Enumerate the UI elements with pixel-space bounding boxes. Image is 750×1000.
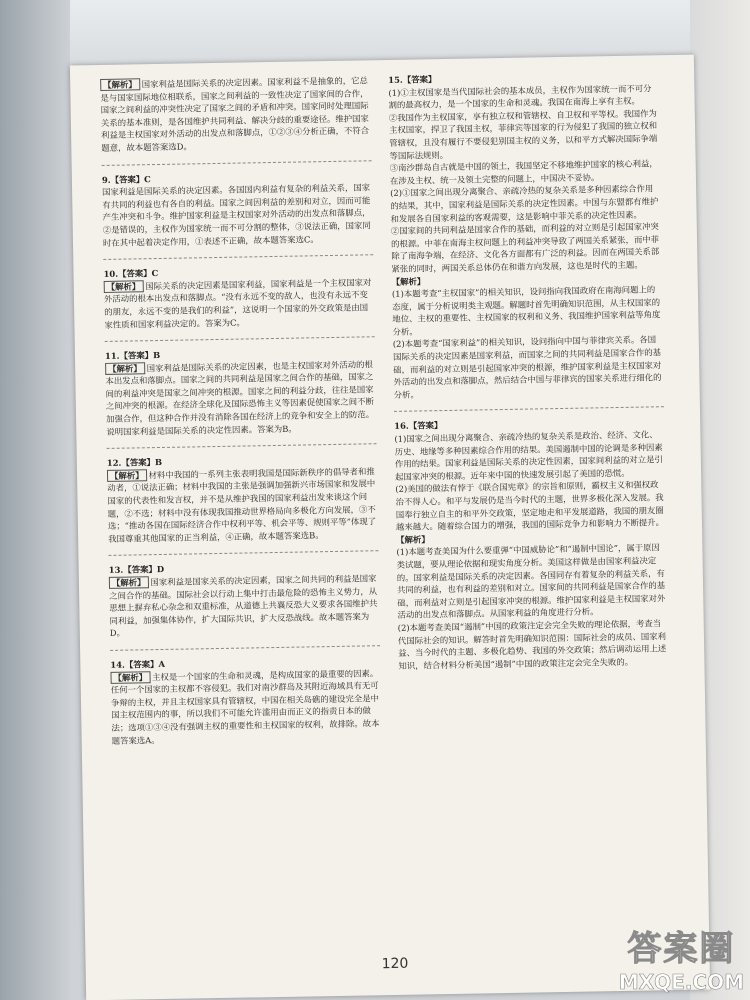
answer-label: 【答案】: [408, 420, 443, 432]
analysis-text: 国家利益是国际关系的决定因素。国家利益不是抽象的，它总是与国家国际地位相联系，国家之间利益的一致性决定了国家间的合作，国家之间利益的冲突性决定了国家之间的矛盾和冲突。国家同时处理国际关系的基本准则，是各国维护共同利益、解决分歧的重要途径。维护国家利益是主权国家对外活动的出发点和落脚点，①②③④分析正确，不符合题意，故本题答案选D。: [100, 75, 370, 153]
analysis-paragraph: [104, 276, 375, 331]
answer-value: D: [156, 564, 165, 575]
answer-value: B: [152, 350, 161, 361]
left-column: [100, 74, 382, 757]
question-item: [105, 345, 376, 438]
question-number: 13.: [108, 565, 124, 576]
question-number: 16.: [394, 421, 409, 432]
answer-paragraph: ②国家间的共同利益是国家合作的基础，而利益的对立则是引起国家冲突的根源。中菲在南海主权问题上的利益冲突导致了两国关系紧张，而中菲除了南海争端，在经济、文化各方面都有广泛的利益。因而在两国关系部紧张的同时，两国关系总体仍在和谐方向发展，这也是时代的主题。: [390, 221, 660, 274]
answer-label: 【答案】: [118, 268, 152, 279]
question-number: 11.: [104, 350, 120, 362]
watermark-main-text: 答案圈: [627, 929, 736, 969]
answer-paragraph: (1)①主权国家是当代国际社会的基本成员，主权作为国家统一而不可分割的最高权力，是一个国家的生命和灵魂。我国在南海上享有主权。: [388, 82, 652, 111]
analysis-label: 【解析】: [107, 469, 147, 482]
section-divider: [102, 160, 372, 166]
question-item: [394, 416, 668, 673]
question-number: 14.: [110, 659, 126, 670]
watermark-logo: [619, 921, 744, 994]
question-number: 9.: [101, 174, 111, 185]
analysis-paragraph: [107, 465, 378, 545]
right-column: [388, 69, 669, 682]
question-item: [109, 560, 380, 640]
analysis-label: 【解析】: [104, 280, 144, 293]
answer-label: 【答案】: [402, 74, 437, 85]
analysis-text: 国家利益是国家关系的决定因素，国家之间共同的利益是国家之间合作的基础。国际社会以行动上集中打击最危险的恐怖主义势力，从思想上摒弃私心杂念和双重标准，从道德上共襄反恐大义要求各国维护共同利益，加强集体协作，扩大国际共识，扩大反恐战线。故本题答案为D。: [109, 573, 378, 639]
analysis-paragraph: (1)本题考查“主权国家”的相关知识，设问指向我国政府在南海问题上的态度，属于分析说明类主观题。解题时首先明确知识范围，从主权国家的地位、主权的重要性、主权国家的权利和义务、我国维护国家利益等角度分析。: [391, 284, 661, 337]
answer-label: 【答案】: [124, 659, 159, 670]
page-number: 120: [381, 955, 409, 973]
analysis-label: 【解析】: [396, 534, 430, 545]
analysis-text: 国家利益是国际关系的决定因素。各国国内利益有复杂的利益关系，国家有共同的利益也有各自的利益。国家之间因利益的差别和对立，因而可能产生冲突和斗争。维护国家利益是主权国家对外活动的出发点和落脚点，②是错误的，主权作为国家统一而不可分割的整体，③说法正确，国家同时在其中起着决定作用，①表述不正确，故本题答案选C。: [102, 182, 371, 248]
answer-label: 【答案】: [119, 350, 154, 361]
answer-paragraph: (2)美国的做法有悖于《联合国宪章》的宗旨和原则，霸权主义和强权政治不得人心。和平与发展仍是当今时代的主题，世界多极化深入发展。我国奉行独立自主的和平外交政策，坚定地走和平发展道路，我国的朋友圈越来越大。随着综合国力的增强，我国的国际竞争力和影响力不断提升。: [395, 479, 665, 533]
answer-value: B: [154, 457, 163, 468]
answer-value: C: [144, 173, 151, 184]
analysis-text: 主权是一个国家的生命和灵魂，是构成国家的最重要的因素。任何一个国家的主权都不容侵犯。我们对南沙群岛及其附近海域具有无可争辩的主权，并且主权国家具有管辖权，中国在相关岛礁的建设完全是中国主权范围内的事，所以我们不可能允许滥用由而正义的指责日本的做法；选项①③④没有强调主权的重要性和主权国家的权利，故排除。故本题答案选A。: [110, 667, 380, 746]
section-divider: [103, 254, 373, 260]
analysis-paragraph: [102, 181, 373, 249]
question-item: [100, 74, 371, 154]
analysis-paragraph: (2)本题考查美国“遏制”中国的政策注定会完全失败的理论依据，考查当代国际社会的知识。解答时首先明确知识范围：国际社会的成员、国家利益、当今时代的主题、多极化趋势、我国的外交政策；然后调动运用上述知识，结合材料分析美国“遏制”中国的政策注定会完全失败的。: [397, 618, 667, 671]
analysis-paragraph: (2)本题考查“国家利益”的相关知识，设问指向中国与菲律宾关系。各国国际关系的决定因素是国家利益，而国家之间的共同利益是国家合作的基础，而利益的对立则是引起国家冲突的根源，维护国家利益是主权国家对外活动的出发点和落脚点，然后结合中国与菲律宾的国家关系进行细化的分析。: [392, 334, 662, 400]
analysis-paragraph: (1)本题考查美国为什么要重弹“中国威胁论”和“遏制中国论”，属于原因类试题，要从理论依据和现实角度分析。美国这样做是由国家利益决定的。国家利益是国际关系的决定因素。各国同存有着复杂的利益关系，有共同的利益，也有利益的差别和对立。国家间的共同利益是国家合作的基础，而利益对立则是引起国家冲突的根源。维护国家利益是主权国家对外活动的出发点和落脚点。从国家利益的角度进行分析。: [396, 542, 666, 621]
analysis-paragraph: [100, 74, 371, 154]
question-number: 15.: [388, 74, 403, 85]
question-item: [102, 169, 373, 249]
answer-label: 【答案】: [110, 173, 145, 185]
question-item: [107, 452, 378, 545]
analysis-label: 【解析】: [391, 275, 426, 287]
analysis-label: 【解析】: [100, 78, 140, 91]
section-divider: [394, 407, 664, 413]
background-left-edge: [0, 0, 70, 1000]
analysis-label: 【解析】: [109, 576, 149, 589]
answer-label: 【答案】: [121, 457, 155, 468]
analysis-label: 【解析】: [105, 362, 145, 375]
answer-value: A: [158, 658, 166, 670]
analysis-text: 材料中我国的一系列主张表明我国是国际新秩序的倡导者和推动者，①说法正确；材料中我国的主张是强调加强新兴市场国家和发展中国家的代表性和发言权，并不是从维护我国的国家利益出发来谈这个问题，②不选；材料中没有体现我国推动世界格局向多极化方向发展，③不选；“推动各国在国际经济合作中权利平等、机会平等、规则平等”体现了我国尊重其他国家的正当利益，④正确，故本题答案选B。: [107, 466, 377, 544]
answer-paragraph: (2)①国家之间出现分离聚合、亲疏冷热的复杂关系是多种因素综合作用的结果，其中，国家利益是国际关系的决定性因素。中国与东盟都有维护和发展各自国家利益的客观需要，这是影响中菲关系的决定性因素。: [390, 183, 659, 224]
document-page: [70, 55, 710, 1000]
analysis-text: 国家利益是国际关系的决定因素，也是主权国家对外活动的根本出发点和落脚点。国家之间的共同利益是国家之间合作的基础，国家之间的利益冲突是国家之间冲突的根源。国家之间的利益分歧，往往是国家之间冲突的根源。在经济全球化及国际恐怖主义等因素促使国家之间不断加强合作，但这种合作并没有消除各国在经济上的竞争和安全上的防范。说明国家利益是国际关系的决定性因素。答案为B。: [105, 358, 375, 437]
section-divider: [107, 443, 377, 449]
analysis-label: 【解析】: [110, 671, 150, 684]
analysis-paragraph: [109, 572, 380, 640]
answer-paragraph: ③南沙群岛自古就是中国的领土，我国坚定不移地维护国家的核心利益，在涉及主权、统一及领土完整的问题上，中国决不妥协。: [389, 158, 658, 186]
section-divider: [110, 645, 380, 651]
answer-paragraph: ②我国作为主权国家，享有独立权和管辖权、自卫权和平等权。我国作为主权国家，捍卫了我国主权，菲律宾等国家的行为侵犯了我国的独立权和管辖权，且没有履行不要侵犯别国主权的义务，以和平方式解决国际争端等国际法规则。: [388, 108, 658, 161]
analysis-paragraph: [110, 667, 381, 747]
analysis-text: 国际关系的决定因素是国家利益，国家利益是一个主权国家对外活动的根本出发点和落脚点。“没有永远不变的敌人，也没有永远不变的朋友，永远不变的是我们的利益”，这说明一个国家的外交政策是由国家性质和国家利益决定的。答案为C。: [103, 277, 372, 330]
section-divider: [105, 336, 375, 342]
watermark-url-text: MXQE.COM: [618, 970, 744, 994]
question-item: [103, 263, 374, 331]
answer-value: C: [151, 268, 159, 279]
question-item: [388, 69, 664, 401]
question-number: 12.: [106, 457, 122, 469]
analysis-paragraph: [105, 358, 376, 438]
section-divider: [108, 551, 378, 557]
question-number: 10.: [103, 268, 119, 280]
answer-paragraph: (1)国家之间出现分离聚合、亲疏冷热的复杂关系是政治、经济、文化、历史、地缘等多种因素综合作用的结果。美国遏制中国的论调是多种因素作用的结果。国家利益是国际关系的决定性因素，国家间利益的对立是引起国家冲突的根源。近年来中国的快速发展引起了美国的恐慌。: [394, 429, 663, 482]
answer-label: 【答案】: [123, 564, 157, 576]
question-item: [110, 654, 381, 747]
